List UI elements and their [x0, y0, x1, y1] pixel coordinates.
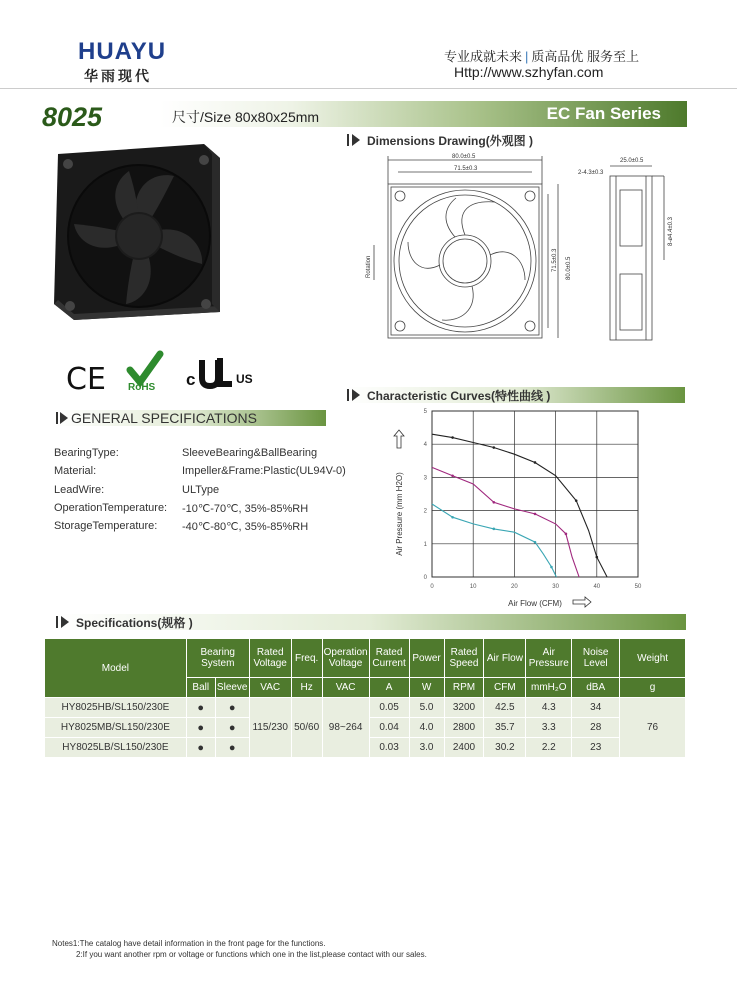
- cell-sleeve: ●: [215, 718, 249, 738]
- col-rated-voltage: Rated Voltage: [249, 639, 291, 678]
- unit-a: A: [369, 678, 409, 698]
- cell-speed: 2400: [444, 738, 484, 758]
- cell-power: 5.0: [409, 698, 444, 718]
- chart-ticks: [424, 409, 642, 590]
- chart-series-line: [432, 434, 607, 577]
- y-axis-arrow-icon: [394, 430, 404, 448]
- cell-current: 0.03: [369, 738, 409, 758]
- cell-flow: 35.7: [484, 718, 526, 738]
- chart-grid: [432, 411, 638, 577]
- chart-x-tick-label: 0: [430, 584, 434, 590]
- chart-point: [565, 533, 568, 536]
- cell-flow: 42.5: [484, 698, 526, 718]
- section-bar: [347, 389, 349, 401]
- dim-v80: 80.0±0.5: [566, 256, 572, 280]
- arrow-icon: [60, 412, 68, 424]
- unit-vac-op: VAC: [322, 678, 369, 698]
- dim-25: 25.0±0.5: [620, 158, 644, 164]
- section-bar: [56, 412, 58, 424]
- note-1: Notes1:The catalog have detail information in the front page for the functions.: [52, 939, 326, 948]
- curves-heading: [347, 387, 647, 403]
- arrow-icon: [352, 134, 360, 146]
- chart-x-tick-label: 20: [511, 584, 518, 590]
- chart-y-tick-label: 5: [423, 409, 427, 415]
- cell-noise: 34: [572, 698, 620, 718]
- unit-ball: Ball: [186, 678, 215, 698]
- specs-heading: [56, 614, 356, 630]
- spec-value-leadwire: ULType: [182, 484, 220, 496]
- chart-y-tick-label: 2: [423, 508, 427, 515]
- dim-71: 71.5±0.3: [454, 166, 478, 172]
- x-axis-arrow-icon: [573, 597, 591, 607]
- rotation-label: Rotation: [366, 255, 372, 278]
- col-noise: Noise Level: [572, 639, 620, 678]
- dim-80: 80.0±0.5: [452, 154, 476, 160]
- dim-v71: 71.5±0.3: [552, 248, 558, 272]
- chart-point: [596, 556, 599, 559]
- specifications-table: [44, 638, 686, 758]
- note-2: 2:If you want another rpm or voltage or functions which one in the list,please contact with our sales.: [76, 950, 427, 959]
- notes: [52, 938, 427, 960]
- cell-current: 0.05: [369, 698, 409, 718]
- chart-x-tick-label: 10: [469, 584, 477, 590]
- unit-dba: dBA: [572, 678, 620, 698]
- unit-w: W: [409, 678, 444, 698]
- chart-point: [575, 499, 578, 502]
- dimensions-heading: [347, 132, 687, 148]
- chart-y-tick-label: 4: [423, 442, 427, 449]
- spec-value-storagetemp: -40℃-80℃, 35%-85%RH: [182, 521, 309, 533]
- size-label: 尺寸/Size 80x80x25mm: [172, 109, 320, 125]
- chart-y-tick-label: 0: [423, 575, 427, 581]
- col-rated-speed: Rated Speed: [444, 639, 484, 678]
- unit-rpm: RPM: [444, 678, 484, 698]
- unit-mmh2o: mmH₂O: [526, 678, 572, 698]
- chart-point: [493, 501, 496, 504]
- cell-pressure: 4.3: [526, 698, 572, 718]
- cell-speed: 2800: [444, 718, 484, 738]
- spec-label-storagetemp: StorageTemperature:: [54, 520, 158, 532]
- cell-power: 3.0: [409, 738, 444, 758]
- spec-value-material: Impeller&Frame:Plastic(UL94V-0): [182, 465, 346, 477]
- unit-sleeve: Sleeve: [215, 678, 249, 698]
- chart-x-axis-label: Air Flow (CFM): [508, 599, 562, 608]
- spec-value-bearing: SleeveBearing&BallBearing: [182, 447, 318, 459]
- slogan-right: 质高品优 服务至上: [531, 49, 640, 64]
- table-row: [45, 698, 686, 718]
- chart-point: [534, 513, 537, 516]
- cell-current: 0.04: [369, 718, 409, 738]
- model-title: 8025: [42, 102, 103, 132]
- chart-x-tick-label: 50: [634, 584, 642, 590]
- col-rated-current: Rated Current: [369, 639, 409, 678]
- chart-point: [534, 461, 537, 464]
- section-bar: [56, 616, 58, 628]
- cell-model: HY8025MB/SL150/230E: [45, 718, 187, 738]
- chart-point: [493, 446, 496, 449]
- chart-y-axis-label: Air Pressure (mm H2O): [395, 472, 404, 556]
- cell-noise: 28: [572, 718, 620, 738]
- col-op-voltage: Operation Voltage: [322, 639, 369, 678]
- ul-us-mark: US: [236, 372, 253, 386]
- slogan: [444, 46, 639, 65]
- cell-speed: 3200: [444, 698, 484, 718]
- col-air-pressure: Air Pressure: [526, 639, 572, 678]
- chart-point: [451, 436, 454, 439]
- col-weight: Weight: [620, 639, 686, 678]
- unit-hz: Hz: [291, 678, 322, 698]
- cell-rated-voltage: 115/230: [249, 698, 291, 758]
- fan-photo: [44, 136, 226, 326]
- cell-noise: 23: [572, 738, 620, 758]
- section-bar: [347, 134, 349, 146]
- cell-op-voltage: 98~264: [322, 698, 369, 758]
- chart-point: [550, 566, 553, 569]
- spec-value-optemp: -10℃-70℃, 35%-85%RH: [182, 503, 309, 515]
- chart-series-line: [432, 467, 579, 577]
- slogan-separator: |: [525, 49, 529, 64]
- series-label: EC Fan Series: [546, 104, 661, 123]
- table-header-row: [45, 639, 686, 678]
- cell-freq: 50/60: [291, 698, 322, 758]
- spec-label-leadwire: LeadWire:: [54, 484, 105, 496]
- col-freq: Freq.: [291, 639, 322, 678]
- spec-label-material: Material:: [54, 465, 97, 477]
- chart-x-tick-label: 30: [552, 584, 559, 590]
- col-bearing: Bearing System: [186, 639, 249, 678]
- header-divider: [0, 88, 737, 89]
- general-heading: GENERAL SPECIFICATIONS: [71, 410, 257, 426]
- rohs-label: RoHS: [128, 382, 156, 393]
- cell-ball: ●: [186, 738, 215, 758]
- characteristic-chart: [375, 404, 675, 614]
- website-url[interactable]: Http://www.szhyfan.com: [454, 64, 604, 80]
- ul-c-mark: c: [186, 370, 196, 389]
- brand-logo: HUAYU: [78, 38, 167, 65]
- cell-pressure: 3.3: [526, 718, 572, 738]
- cell-sleeve: ●: [215, 698, 249, 718]
- col-power: Power: [409, 639, 444, 678]
- chart-point: [534, 541, 537, 544]
- ce-mark: CE: [66, 362, 106, 397]
- dim-hole: 2-4.3±0.3: [578, 170, 604, 176]
- cell-model: HY8025LB/SL150/230E: [45, 738, 187, 758]
- spec-label-optemp: OperationTemperature:: [54, 502, 168, 514]
- curves-heading-text: Characteristic Curves(特性曲线 ): [367, 389, 551, 403]
- cell-pressure: 2.2: [526, 738, 572, 758]
- dimensions-drawing: [360, 150, 690, 350]
- cell-ball: ●: [186, 698, 215, 718]
- spec-label-bearing: BearingType:: [54, 447, 119, 459]
- chart-y-tick-label: 3: [423, 475, 427, 482]
- chart-point: [451, 516, 454, 519]
- chart-point: [493, 528, 496, 531]
- ul-icon: [196, 354, 236, 390]
- chart-x-tick-label: 40: [593, 584, 601, 590]
- unit-g: g: [620, 678, 686, 698]
- chart-point: [451, 474, 454, 477]
- dimensions-heading-text: Dimensions Drawing(外观图 ): [367, 134, 534, 148]
- cell-sleeve: ●: [215, 738, 249, 758]
- specs-heading-text: Specifications(规格 ): [76, 616, 193, 630]
- cell-power: 4.0: [409, 718, 444, 738]
- cell-flow: 30.2: [484, 738, 526, 758]
- cell-weight: 76: [620, 698, 686, 758]
- arrow-icon: [61, 616, 69, 628]
- arrow-icon: [352, 389, 360, 401]
- chart-series: [432, 434, 607, 577]
- chart-frame: [432, 411, 638, 577]
- col-air-flow: Air Flow: [484, 639, 526, 678]
- col-model: Model: [45, 639, 187, 698]
- unit-vac: VAC: [249, 678, 291, 698]
- cell-model: HY8025HB/SL150/230E: [45, 698, 187, 718]
- chart-y-tick-label: 1: [423, 541, 427, 548]
- brand-logo-cn: 华雨现代: [84, 68, 152, 84]
- cell-ball: ●: [186, 718, 215, 738]
- unit-cfm: CFM: [484, 678, 526, 698]
- dim-side: 8-ø4.4±0.3: [668, 217, 674, 246]
- slogan-left: 专业成就未来: [444, 49, 523, 64]
